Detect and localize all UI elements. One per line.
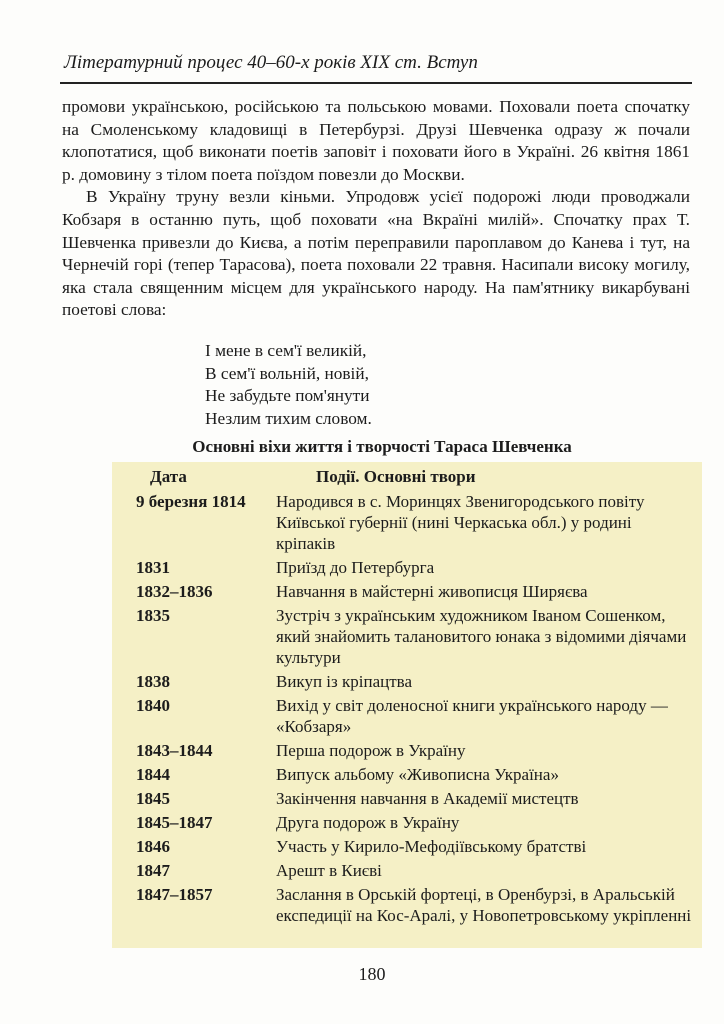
table-row bbox=[130, 788, 692, 812]
table-row bbox=[130, 884, 692, 929]
row-event: Заслання в Орській фортеці, в Оренбурзі, в Аральській експедиції на Кос-Аралі, у Новопетровському укріпленні bbox=[276, 885, 692, 925]
running-header: Літературний процес 40–60-х років XIX ст. Вступ bbox=[64, 52, 478, 73]
row-date: 1845 bbox=[136, 789, 170, 808]
timeline-table bbox=[130, 466, 692, 929]
poem-line: В сем'ї вольній, новій, bbox=[205, 363, 369, 383]
row-date: 1846 bbox=[136, 837, 170, 856]
table-row bbox=[130, 695, 692, 740]
table-row bbox=[130, 740, 692, 764]
row-date: 1840 bbox=[136, 696, 170, 715]
poem-line: Не забудьте пом'янути bbox=[205, 386, 370, 406]
row-date: 1832–1836 bbox=[136, 582, 213, 601]
row-event: Вихід у світ доленосної книги українського народу — «Кобзаря» bbox=[276, 696, 668, 736]
table-row bbox=[130, 836, 692, 860]
table-title: Основні віхи життя і творчості Тараса Шевченка bbox=[192, 437, 572, 456]
table-row bbox=[130, 764, 692, 788]
table-row bbox=[130, 581, 692, 605]
row-event: Перша подорож в Україну bbox=[276, 741, 466, 760]
row-date: 9 березня 1814 bbox=[136, 492, 246, 511]
row-event: Випуск альбому «Живописна Україна» bbox=[276, 765, 559, 784]
row-event: Викуп із кріпацтва bbox=[276, 672, 412, 691]
row-event: Зустріч з українським художником Іваном Сошенком, який знайомить талановитого юнака з відомими діячами культури bbox=[276, 606, 687, 667]
row-date: 1831 bbox=[136, 558, 170, 577]
row-date: 1843–1844 bbox=[136, 741, 213, 760]
poem-quote bbox=[205, 340, 372, 430]
row-date: 1847–1857 bbox=[136, 885, 213, 904]
row-event: Друга подорож в Україну bbox=[276, 813, 460, 832]
table-row bbox=[130, 491, 692, 557]
header-divider bbox=[60, 82, 692, 84]
row-event: Участь у Кирило-Мефодіївському братстві bbox=[276, 837, 587, 856]
row-date: 1847 bbox=[136, 861, 170, 880]
column-header-date: Дата bbox=[150, 467, 187, 486]
paragraph: промови українською, російською та польською мовами. Поховали поета спочатку на Смоленському кладовищі в Петербурзі. Друзі Шевченка одразу ж почали клопотатися, щоб виконати поетів заповіт і поховати його в Україні. 26 квітня 1861 р. домовину з тілом поета поїздом повезли до Москви. bbox=[62, 97, 690, 184]
row-date: 1835 bbox=[136, 606, 170, 625]
table-row bbox=[130, 605, 692, 671]
table-row bbox=[130, 860, 692, 884]
body-text bbox=[62, 96, 690, 322]
row-event: Народився в с. Моринцях Звенигородського повіту Київської губернії (нині Черкаська обл.) у родині кріпаків bbox=[276, 492, 645, 553]
row-event: Навчання в майстерні живописця Ширяєва bbox=[276, 582, 588, 601]
paragraph: В Україну труну везли кіньми. Упродовж усієї подорожі люди проводжали Кобзаря в останню путь, щоб поховати «на Вкраїні милій». Спочатку прах Т. Шевченка привезли до Києва, а потім переправили пароплавом до Канева і тут, на Чернечій горі (тепер Тарасова), поета поховали 22 травня. Насипали високу могилу, яка стала священним місцем для українського народу. На пам'ятнику викарбувані поетові слова: bbox=[62, 187, 690, 320]
row-date: 1845–1847 bbox=[136, 813, 213, 832]
row-event: Приїзд до Петербурга bbox=[276, 558, 435, 577]
table-row bbox=[130, 557, 692, 581]
row-date: 1844 bbox=[136, 765, 170, 784]
page-number: 180 bbox=[358, 964, 386, 984]
poem-line: І мене в сем'ї великій, bbox=[205, 341, 367, 360]
row-event: Арешт в Києві bbox=[276, 861, 382, 880]
table-row bbox=[130, 812, 692, 836]
table-row bbox=[130, 671, 692, 695]
row-date: 1838 bbox=[136, 672, 170, 691]
poem-line: Незлим тихим словом. bbox=[205, 408, 372, 428]
row-event: Закінчення навчання в Академії мистецтв bbox=[276, 789, 579, 808]
column-header-events: Події. Основні твори bbox=[316, 467, 476, 486]
